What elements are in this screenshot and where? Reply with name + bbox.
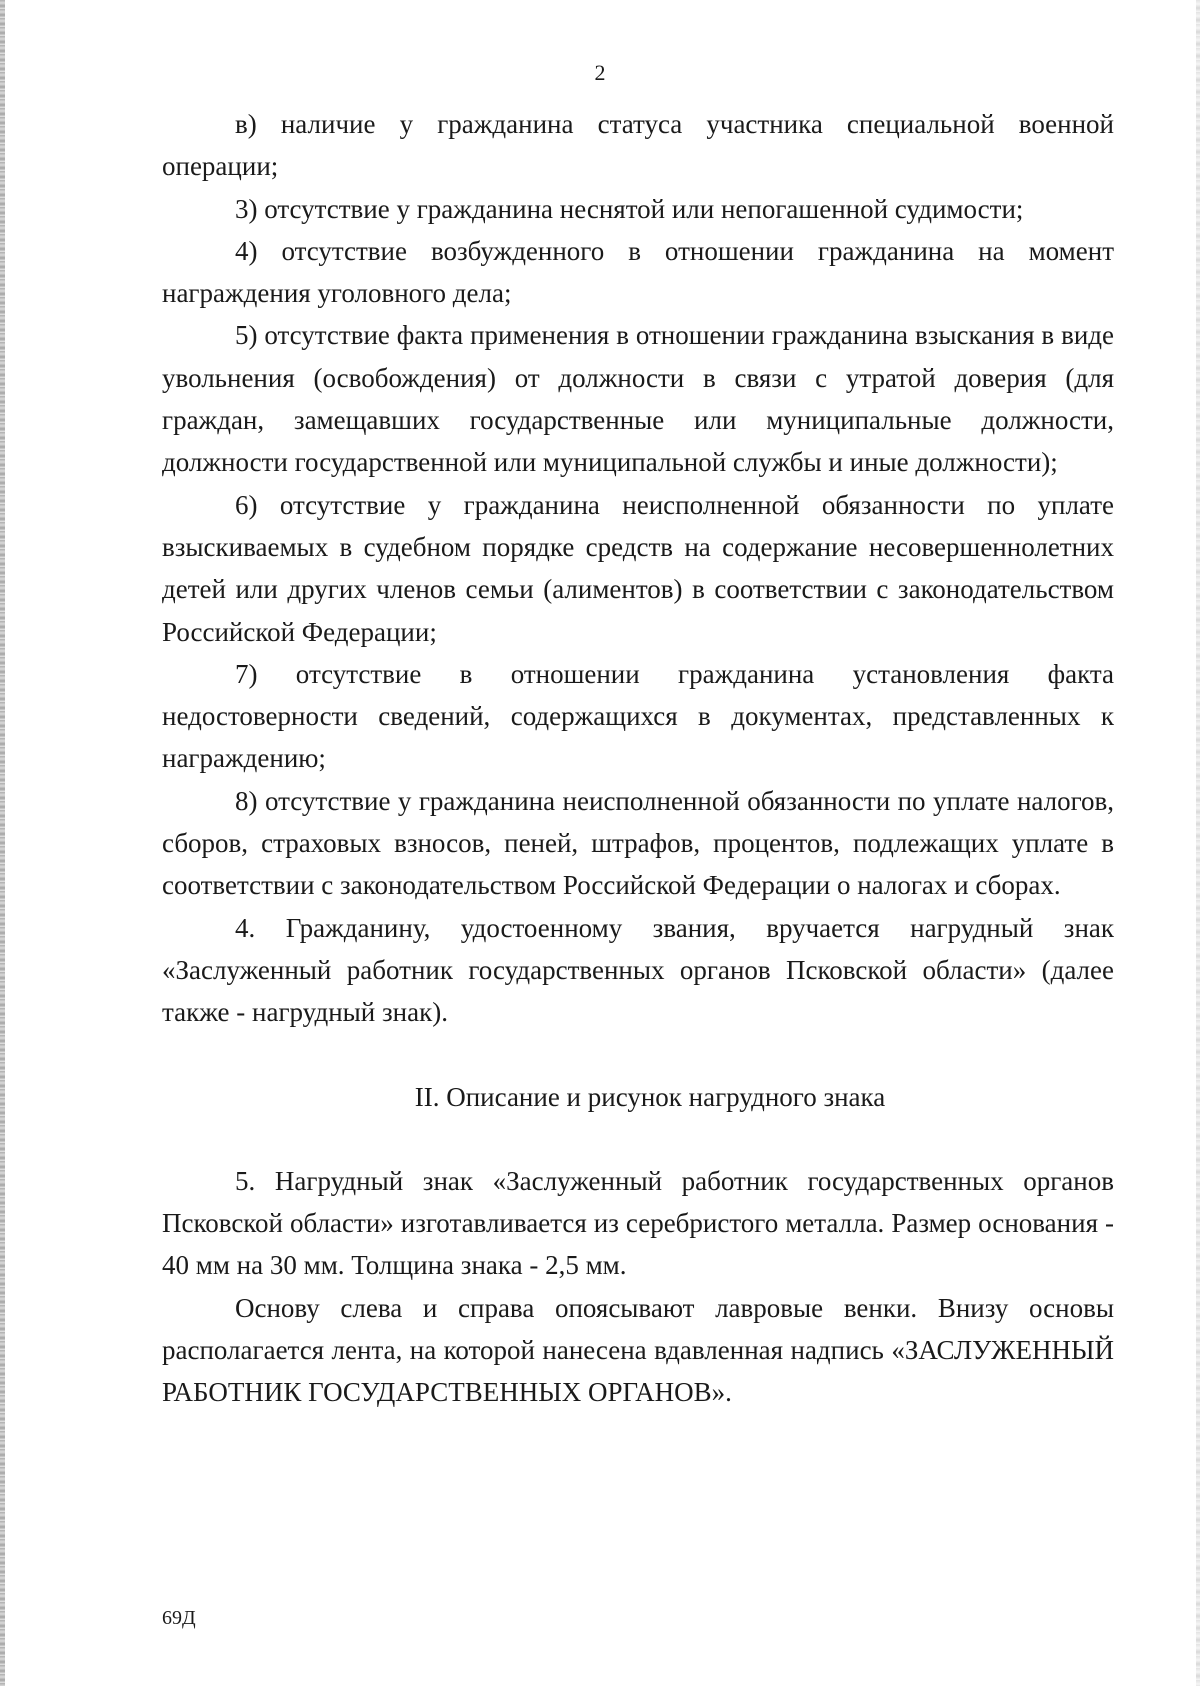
page-number: 2 (594, 60, 606, 85)
paragraph-item-5: 5) отсутствие факта применения в отношении гражданина взыскания в виде увольнения (освобождения) от должности в связи с утратой доверия (для граждан, замещавших государственные или муниципальные должности, должности государственной или муниципальной службы и иные должности); (162, 320, 1114, 478)
scan-edge-left (0, 0, 5, 1686)
paragraph-item-v: в) наличие у гражданина статуса участника специальной военной операции; (162, 109, 1114, 182)
paragraph-clause-4: 4. Гражданину, удостоенному звания, вручается нагрудный знак «Заслуженный работник государственных органов Псковской области» (далее также - нагрудный знак). (162, 912, 1114, 1028)
paragraph-item-4: 4) отсутствие возбужденного в отношении гражданина на момент награждения уголовного дела; (162, 235, 1114, 309)
paragraph-item-6: 6) отсутствие у гражданина неисполненной обязанности по уплате взыскиваемых в судебном порядке средств на содержание несовершеннолетних детей или других членов семьи (алиментов) в соответствии с законодательством Российской Федерации; (162, 489, 1114, 647)
document-body (162, 103, 1114, 1414)
paragraph-item-8: 8) отсутствие у гражданина неисполненной обязанности по уплате налогов, сборов, страховых взносов, пеней, штрафов, процентов, подлежащих уплате в соответствии с законодательством Российской Федерации о налогах и сборах. (162, 785, 1114, 901)
section-heading: II. Описание и рисунок нагрудного знака (414, 1081, 886, 1112)
footer-document-code: 69Д (162, 1607, 196, 1629)
paragraph-badge-description: Основу слева и справа опоясывают лавровые венки. Внизу основы располагается лента, на которой нанесена вдавленная надпись «ЗАСЛУЖЕННЫЙ РАБОТНИК ГОСУДАРСТВЕННЫХ ОРГАНОВ». (162, 1292, 1114, 1408)
paragraph-clause-5: 5. Нагрудный знак «Заслуженный работник государственных органов Псковской области» изготавливается из серебристого металла. Размер основания - 40 мм на 30 мм. Толщина знака - 2,5 мм. (162, 1165, 1114, 1281)
paragraph-item-7: 7) отсутствие в отношении гражданина установления факта недостоверности сведений, содержащихся в документах, представленных к награждению; (162, 658, 1114, 774)
scan-edge-right (1196, 0, 1200, 1686)
paragraph-item-3: 3) отсутствие у гражданина неснятой или непогашенной судимости; (235, 193, 1024, 224)
